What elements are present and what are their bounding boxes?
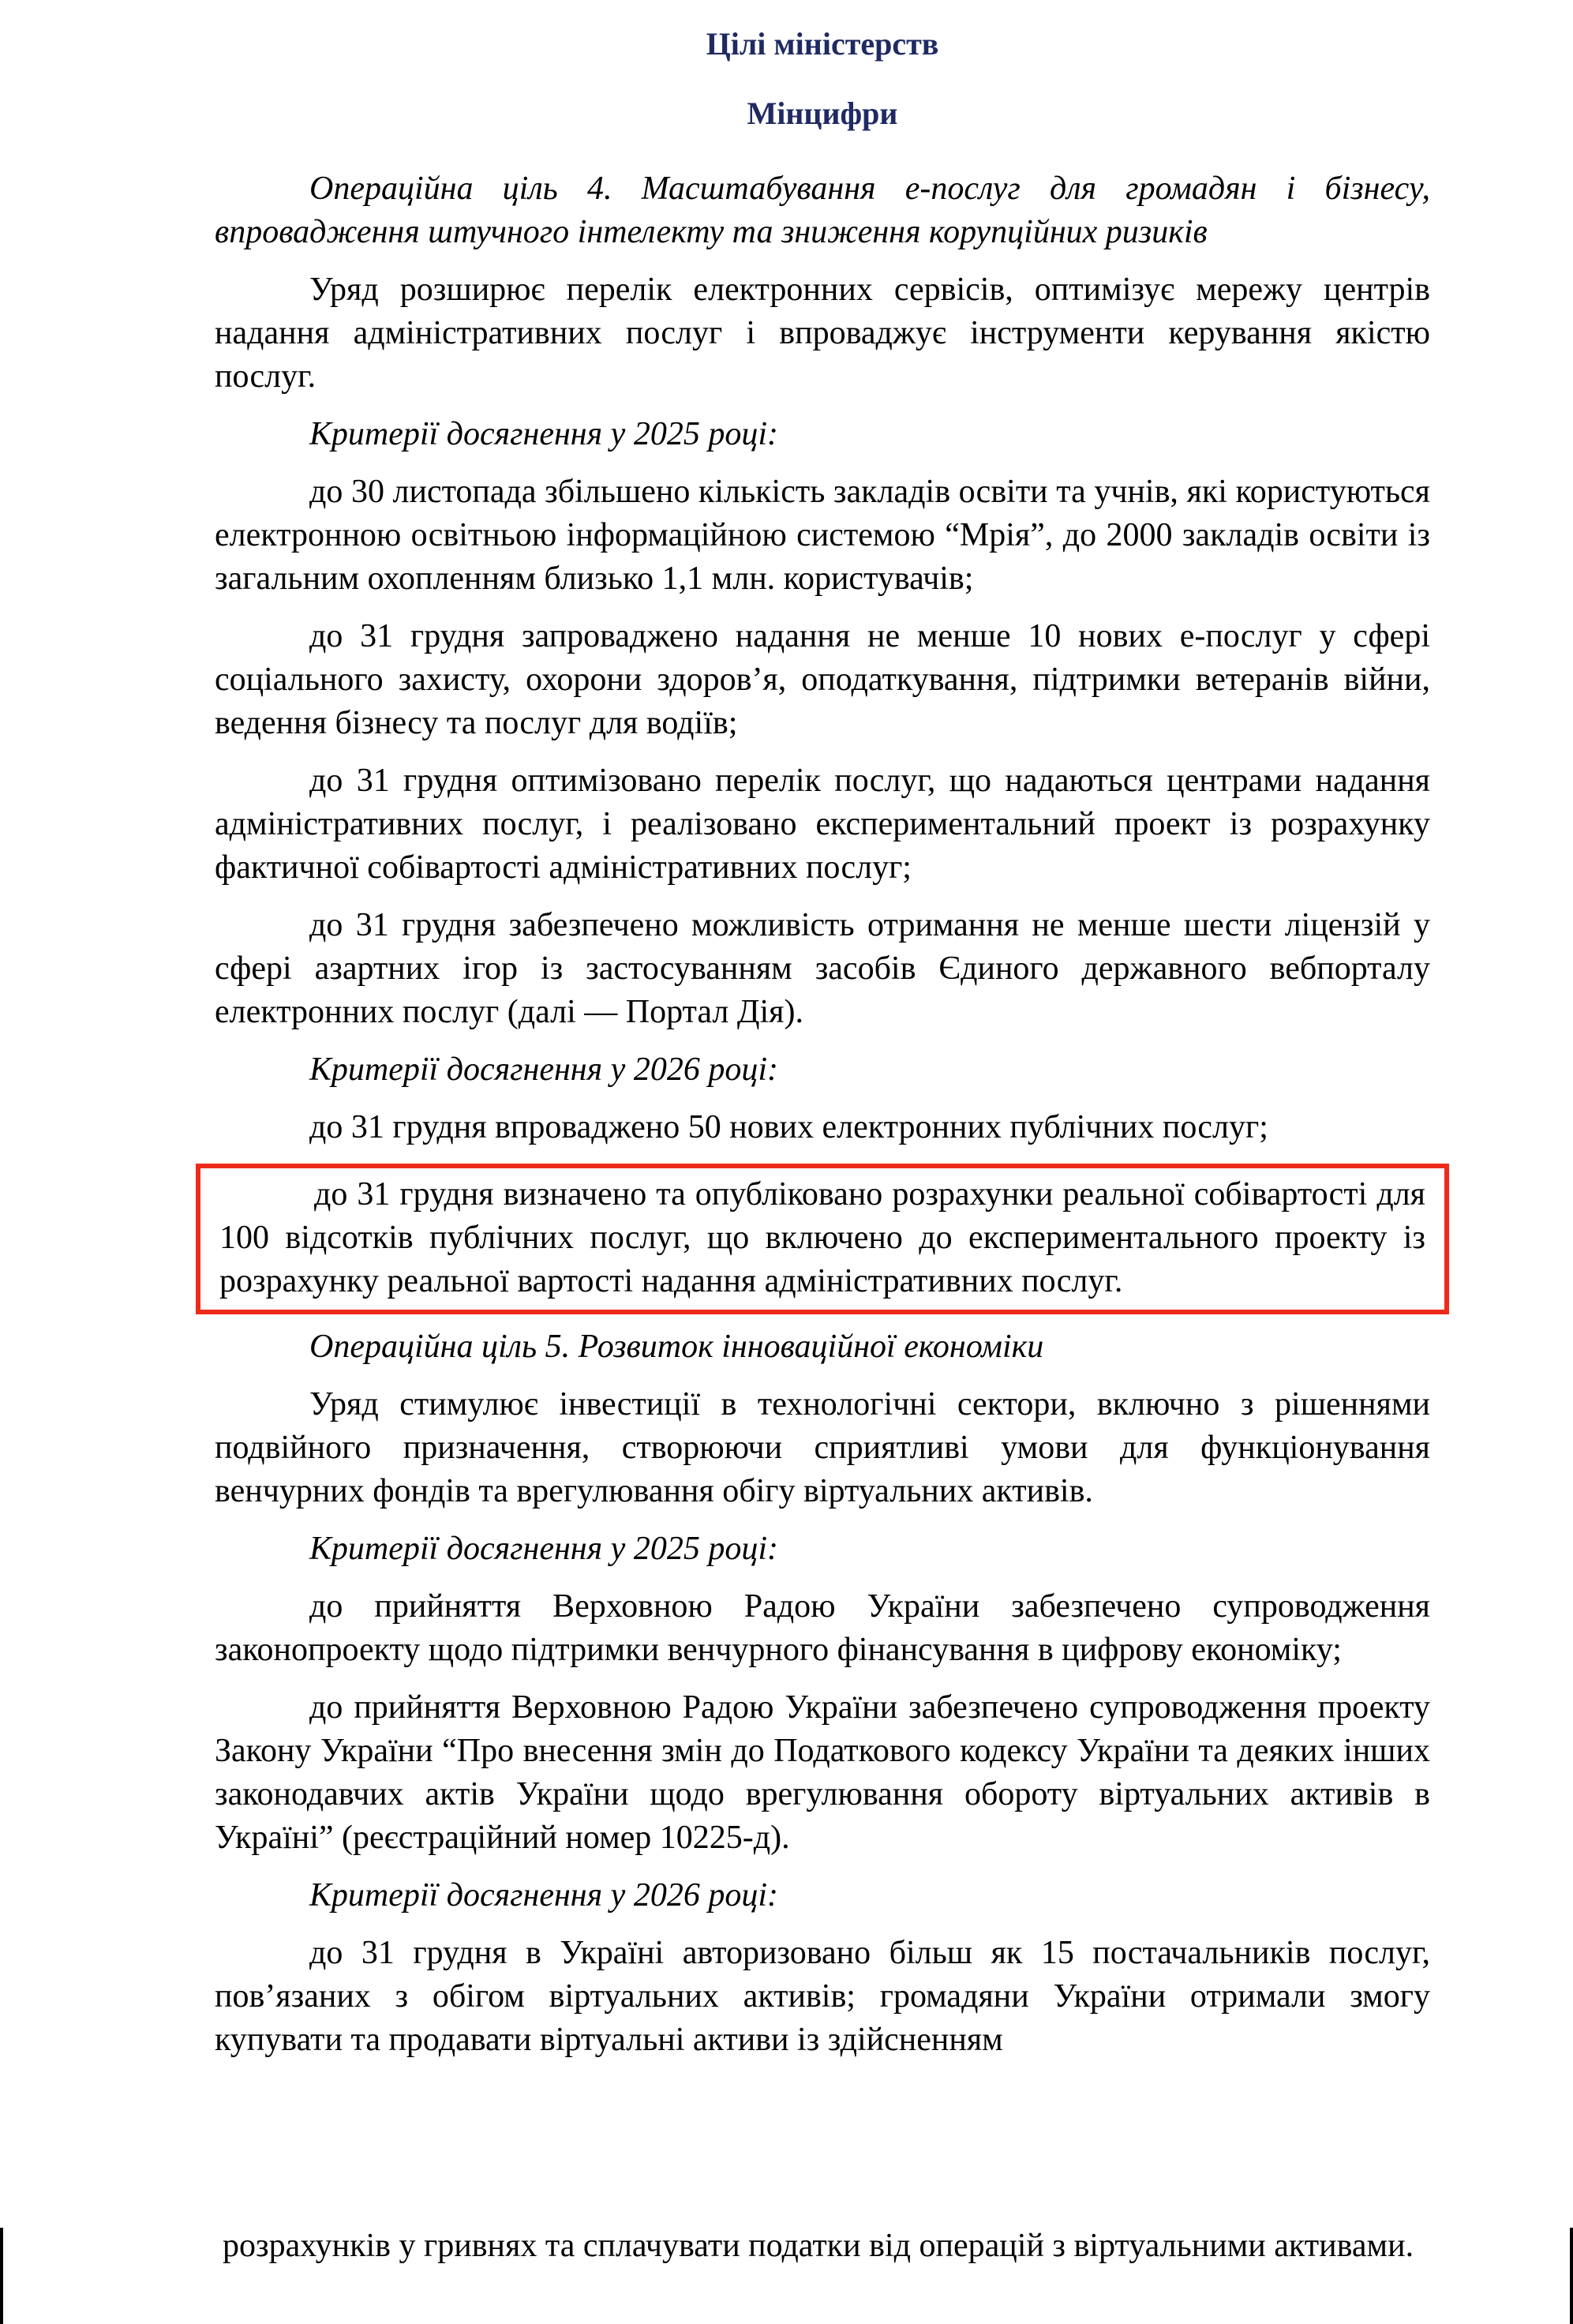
- criteria-2025-heading-goal-5: Критерії досягнення у 2025 році:: [309, 1531, 778, 1567]
- paragraph-tsnap-optimization: до 31 грудня оптимізовано перелік послуг, що надаються центрами надання адміністративних послуг, і реалізовано експериментальний проект із розрахунку фактичної собівартості адміністративних послуг;: [215, 763, 1430, 886]
- paragraph-intro-goal-5: Уряд стимулює інвестиції в технологічні сектори, включно з рішеннями подвійного призначення, створюючи сприятливі умови для функціонування венчурних фондів та врегулювання обігу віртуальних активів.: [215, 1386, 1430, 1509]
- paragraph-50-services: до 31 грудня впроваджено 50 нових електронних публічних послуг;: [309, 1109, 1268, 1145]
- paragraph-gambling-licenses: до 31 грудня забезпечено можливість отримання не менше шести ліцензій у сфері азартних ігор із застосуванням засобів Єдиного державного вебпорталу електронних послуг (далі — Портал Дія).: [215, 907, 1430, 1030]
- paragraph-mriia: до 30 листопада збільшено кількість закладів освіти та учнів, які користуються електронною освітньою інформаційною системою “Мрія”, до 2000 закладів освіти із загальним охопленням близько 1,1 млн. користувачів;: [215, 474, 1430, 597]
- paragraph-venture-bill: до прийняття Верховною Радою України забезпечено супроводження законопроекту щодо підтримки венчурного фінансування в цифрову економіку;: [215, 1588, 1430, 1668]
- paragraph-intro-goal-4: Уряд розширює перелік електронних сервісів, оптимізує мережу центрів надання адміністративних послуг і впроваджує інструменти керування якістю послуг.: [215, 272, 1430, 395]
- criteria-2025-heading: Критерії досягнення у 2025 році:: [309, 416, 778, 452]
- paragraph-tail-overlay: розрахунків у гривнях та сплачувати податки від операцій з віртуальними активами.: [223, 2228, 1414, 2264]
- paragraph-virtual-asset-providers: до 31 грудня в Україні авторизовано більш як 15 постачальників послуг, пов’язаних з обігом віртуальних активів; громадяни України отримали змогу купувати та продавати віртуальні активи із здійсненням: [215, 1935, 1430, 2058]
- criteria-2026-heading-goal-5: Критерії досягнення у 2026 році:: [309, 1877, 778, 1914]
- operational-goal-5: Операційна ціль 5. Розвиток інноваційної економіки: [309, 1329, 1044, 1365]
- paragraph-tax-code-bill: до прийняття Верховною Радою України забезпечено супроводження проекту Закону України “Про внесення змін до Податкового кодексу України та деяких інших законодавчих актів України щодо врегулювання обороту віртуальних активів в Україні” (реєстраційний номер 10225-д).: [215, 1689, 1430, 1856]
- ministry-title: Мінцифри: [747, 96, 898, 131]
- document-content: [215, 21, 1430, 2076]
- highlighted-paragraph-box: [196, 1164, 1449, 1314]
- paragraph-real-cost-highlight: до 31 грудня визначено та опубліковано розрахунки реальної собівартості для 100 відсотків публічних послуг, що включено до експериментального проекту із розрахунку реальної вартості надання адміністративних послуг.: [219, 1176, 1425, 1299]
- criteria-2026-heading: Критерії досягнення у 2026 році:: [309, 1051, 778, 1088]
- operational-goal-4: Операційна ціль 4. Масштабування е-послуг для громадян і бізнесу, впровадження штучного інтелекту та зниження корупційних ризиків: [215, 171, 1430, 250]
- right-edge-bar: [1570, 2228, 1573, 2324]
- page-title: Цілі міністерств: [706, 26, 939, 62]
- left-edge-bar: [0, 2228, 3, 2324]
- paragraph-new-e-services: до 31 грудня запроваджено надання не менше 10 нових е-послуг у сфері соціального захисту, охорони здоров’я, оподаткування, підтримки ветеранів війни, ведення бізнесу та послуг для водіїв;: [215, 618, 1430, 741]
